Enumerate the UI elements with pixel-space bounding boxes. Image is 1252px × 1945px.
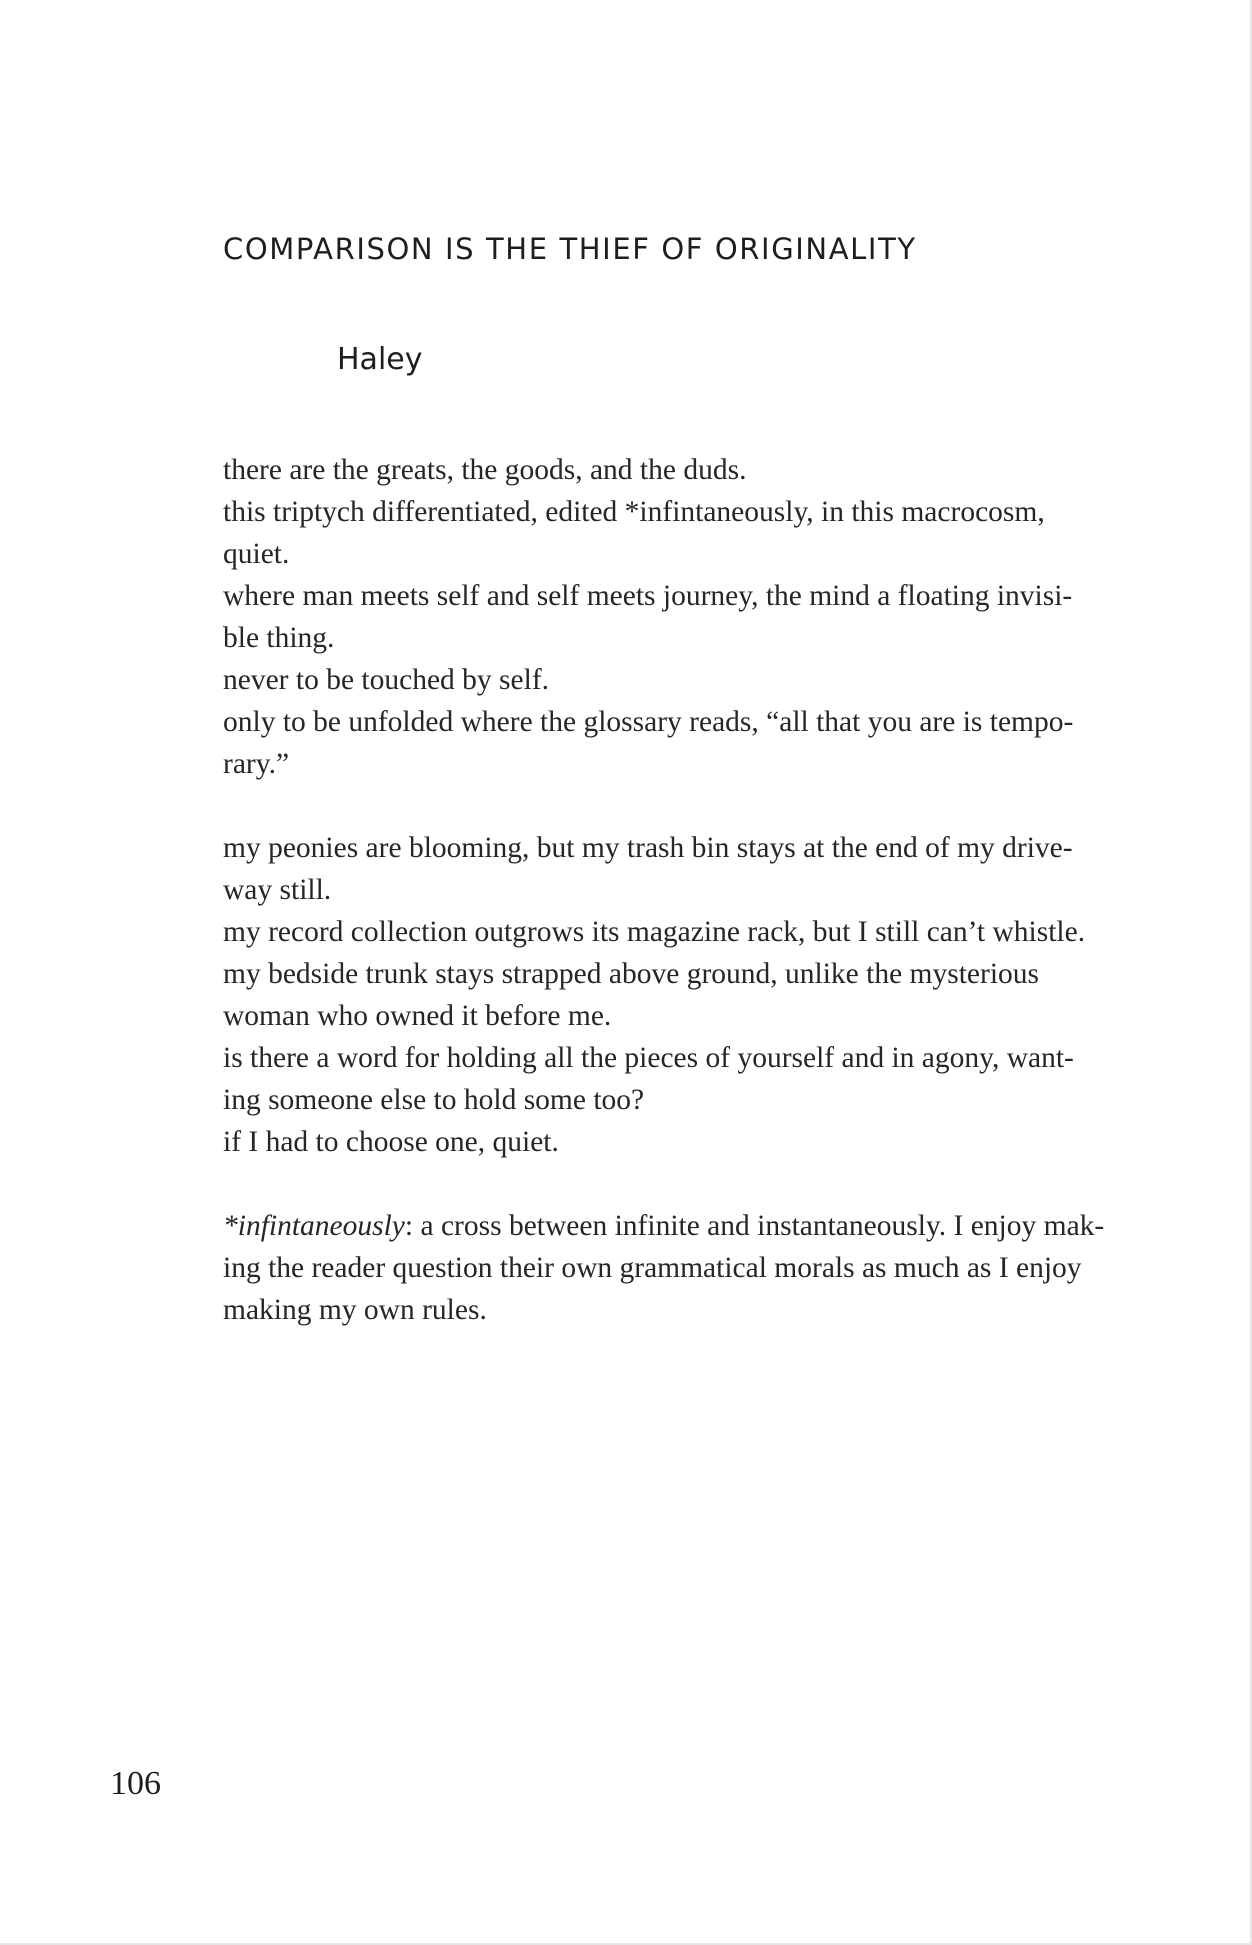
stanza [223, 449, 1143, 785]
page-number: 106 [110, 1765, 161, 1802]
poem-line: this triptych differentiated, edited *infintaneously, in this macrocosm, [223, 496, 1045, 528]
poem-line: where man meets self and self meets journey, the mind a floating invisi- [223, 580, 1073, 612]
poem-line: never to be touched by self. [223, 664, 550, 696]
footnote-line: ing the reader question their own grammatical morals as much as I enjoy [223, 1252, 1082, 1284]
poem-author: Haley [337, 342, 423, 377]
poem-body [223, 449, 1143, 1331]
poem-line: is there a word for holding all the pieces of yourself and in agony, want- [223, 1042, 1074, 1074]
footnote-line: making my own rules. [223, 1294, 487, 1326]
poem-line: my record collection outgrows its magazine rack, but I still can’t whistle. [223, 916, 1086, 948]
poem-title: COMPARISON IS THE THIEF OF ORIGINALITY [223, 232, 917, 266]
poem-line: if I had to choose one, quiet. [223, 1126, 559, 1158]
footnote-line [223, 1205, 1143, 1247]
poem-line: way still. [223, 874, 332, 906]
poem-line: my bedside trunk stays strapped above ground, unlike the mysterious [223, 958, 1040, 990]
poem-line: ble thing. [223, 622, 335, 654]
poem-line: rary.” [223, 748, 290, 780]
footnote-text: : a cross between infinite and instantaneously. I enjoy mak- [404, 1210, 1105, 1242]
footnote [223, 1205, 1143, 1331]
footnote-term: *infintaneously [223, 1210, 405, 1242]
poem-line: quiet. [223, 538, 290, 570]
poem-line: there are the greats, the goods, and the duds. [223, 454, 747, 486]
poem-line: ing someone else to hold some too? [223, 1084, 645, 1116]
poem-line: my peonies are blooming, but my trash bin stays at the end of my drive- [223, 832, 1073, 864]
poem-line: woman who owned it before me. [223, 1000, 612, 1032]
poem-line: only to be unfolded where the glossary reads, “all that you are is tempo- [223, 706, 1074, 738]
stanza [223, 827, 1143, 1163]
